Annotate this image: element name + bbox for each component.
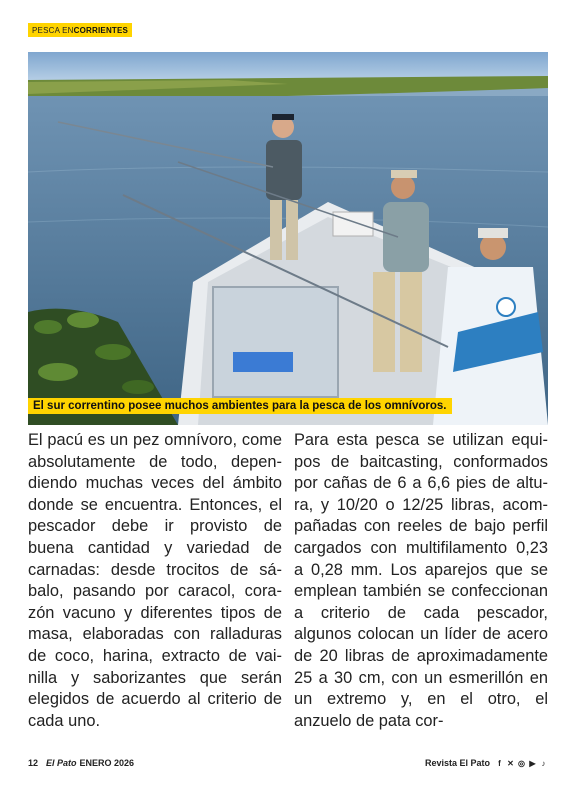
youtube-icon[interactable]: ▶: [529, 758, 536, 768]
section-tag-highlight: CORRIENTES: [73, 25, 129, 35]
fishing-boat-illustration: [28, 52, 548, 425]
instagram-icon[interactable]: ◎: [518, 758, 525, 768]
article-column-left: El pacú es un pez omnívoro, come absolutamente de todo, dependiendo muchas veces del ámbito donde se encuentra. Entonces, el pescador debe ir provisto de buena cantidad y variedad de carnadas: desde trocitos de sábalo, pasando por caracol, corazón vacuno y diferentes tipos de masa, elaboradas con ralladuras de coco, harina, extracto de vainilla y saborizantes que serán elegidos de acuerdo al criterio de cada uno.: [28, 431, 282, 730]
x-icon[interactable]: ✕: [507, 758, 514, 768]
photo-caption: El sur correntino posee muchos ambientes para la pesca de los omnívoros.: [28, 398, 452, 414]
tiktok-icon[interactable]: ♪: [541, 758, 546, 768]
page-footer: [28, 757, 548, 769]
article-column-right: Para esta pesca se utilizan equipos de baitcasting, conformados por cañas de 6 a 6,6 pies de altura, y 10/20 o 12/25 libras, acompañadas con reeles de bajo perfil cargados con multifilamento 0,23 a 0,28 mm. Los aparejos que se emplean también se confeccionan a criterio de cada pescador, algunos colocan un líder de acero de 20 libras de aproximadamente 25 a 30 cm, con un esmerillón en un extremo y, en el otro, el anzuelo de pata cor-: [294, 431, 548, 730]
section-tag-prefix: PESCA EN: [32, 25, 74, 35]
facebook-icon[interactable]: f: [498, 758, 501, 768]
social-icons: [495, 759, 548, 768]
section-tag: [28, 23, 132, 37]
magazine-name: Revista El Pato: [424, 758, 490, 768]
issue-date: ENERO 2026: [79, 758, 135, 768]
brand-logo: El Pato: [46, 758, 77, 768]
page-number: 12: [28, 758, 39, 768]
article-photo: [28, 52, 548, 425]
